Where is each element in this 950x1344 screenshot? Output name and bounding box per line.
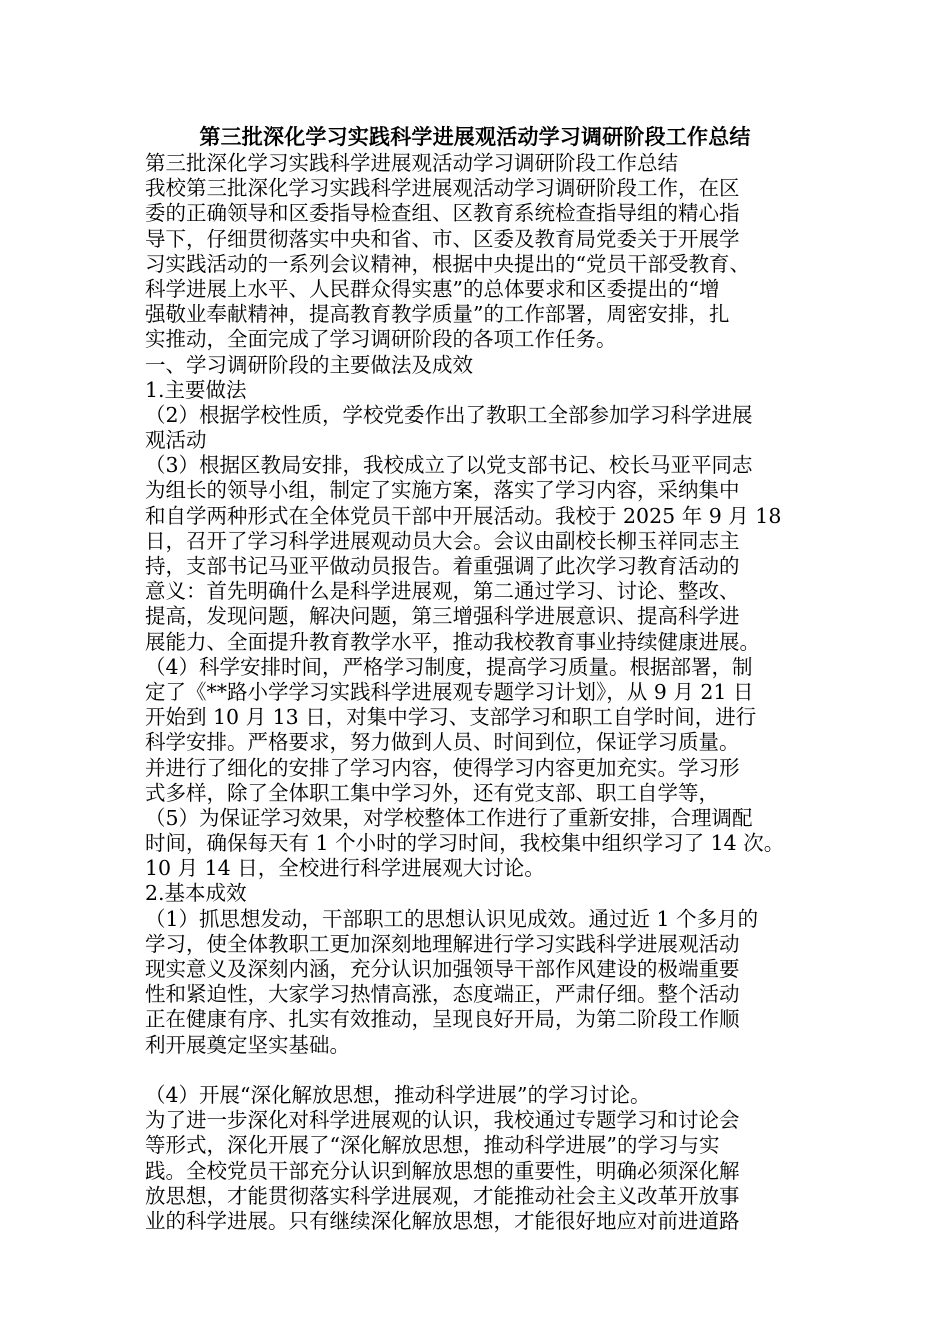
subtitle-line: 第三批深化学习实践科学进展观活动学习调研阶段工作总结: [145, 151, 678, 175]
paragraph-line: 利开展奠定坚实基础。: [145, 1032, 350, 1057]
paragraph-line: 观活动: [145, 428, 207, 453]
paragraph-line: 习实践活动的一系列会议精神，根据中央提出的“党员干部受教育、: [145, 251, 750, 276]
paragraph-line: 科学进展上水平、人民群众得实惠”的总体要求和区委提出的“增: [145, 276, 720, 301]
paragraph-line: 并进行了细化的安排了学习内容，使得学习内容更加充实。学习形: [145, 755, 740, 780]
paragraph-line: 10 月 14 日，全校进行科学进展观大讨论。: [145, 856, 545, 881]
paragraph-line: 践。全校党员干部充分认识到解放思想的重要性，明确必须深化解: [145, 1158, 740, 1183]
paragraph-line: 导下，仔细贯彻落实中央和省、市、区委及教育局党委关于开展学: [145, 226, 740, 251]
paragraph-line: 意义：首先明确什么是科学进展观，第二通过学习、讨论、整改、: [145, 579, 740, 604]
paragraph-line: 正在健康有序、扎实有效推动，呈现良好开局，为第二阶段工作顺: [145, 1007, 740, 1032]
document-title: 第三批深化学习实践科学进展观活动学习调研阶段工作总结: [199, 125, 751, 149]
paragraph-line: 定了《**路小学学习实践科学进展观专题学习计划》，从 9 月 21 日: [145, 679, 754, 704]
paragraph-line: （1）抓思想发动，干部职工的思想认识见成效。通过近 1 个多月的: [145, 906, 759, 931]
paragraph-line: （4）科学安排时间，严格学习制度，提高学习质量。根据部署，制: [145, 654, 753, 679]
paragraph-line: 和自学两种形式在全体党员干部中开展活动。我校于 2025 年 9 月 18: [145, 503, 782, 528]
paragraph-line: 开始到 10 月 13 日，对集中学习、支部学习和职工自学时间，进行: [145, 705, 757, 730]
section-heading: 一、学习调研阶段的主要做法及成效: [145, 352, 473, 377]
paragraph-line: 为了进一步深化对科学进展观的认识，我校通过专题学习和讨论会: [145, 1108, 740, 1133]
paragraph-line: 现实意义及深刻内涵，充分认识加强领导干部作风建设的极端重要: [145, 957, 740, 981]
paragraph-line: 等形式，深化开展了“深化解放思想，推动科学进展”的学习与实: [145, 1133, 720, 1158]
paragraph-line: 强敬业奉献精神，提高教育教学质量”的工作部署，周密安排，扎: [145, 302, 730, 327]
paragraph-line: 展能力、全面提升教育教学水平，推动我校教育事业持续健康进展。: [145, 629, 760, 654]
paragraph-line: 为组长的领导小组，制定了实施方案，落实了学习内容，采纳集中: [145, 478, 740, 503]
paragraph-line: 科学安排。严格要求，努力做到人员、时间到位，保证学习质量。: [145, 730, 740, 755]
paragraph-line: 性和紧迫性，大家学习热情高涨，态度端正，严肃仔细。整个活动: [145, 982, 740, 1007]
paragraph-line: 放思想，才能贯彻落实科学进展观，才能推动社会主义改革开放事: [145, 1183, 740, 1208]
paragraph-line: 持，支部书记马亚平做动员报告。着重强调了此次学习教育活动的: [145, 554, 740, 578]
paragraph-line: 日，召开了学习科学进展观动员大会。会议由副校长柳玉祥同志主: [145, 528, 740, 553]
paragraph-line: （5）为保证学习效果，对学校整体工作进行了重新安排，合理调配: [145, 805, 753, 830]
paragraph-line: 我校第三批深化学习实践科学进展观活动学习调研阶段工作，在区: [145, 176, 740, 201]
paragraph-line: 学习，使全体教职工更加深刻地理解进行学习实践科学进展观活动: [145, 931, 740, 956]
paragraph-line: 提高，发现问题，解决问题，第三增强科学进展意识、提高科学进: [145, 604, 740, 629]
paragraph-line: 式多样，除了全体职工集中学习外，还有党支部、职工自学等，: [145, 780, 719, 805]
paragraph-line: （2）根据学校性质，学校党委作出了教职工全部参加学习科学进展: [145, 402, 753, 427]
paragraph-line: 委的正确领导和区委指导检查组、区教育系统检查指导组的精心指: [145, 201, 740, 226]
blank-line: [145, 1058, 813, 1083]
paragraph-line: （4）开展“深化解放思想，推动科学进展”的学习讨论。: [145, 1082, 651, 1107]
paragraph-line: 实推动，全面完成了学习调研阶段的各项工作任务。: [145, 327, 617, 352]
paragraph-line: （3）根据区教局安排，我校成立了以党支部书记、校长马亚平同志: [145, 453, 753, 478]
subsection-heading: 2.基本成效: [145, 881, 247, 906]
subsection-heading: 1.主要做法: [145, 377, 247, 402]
paragraph-line: 业的科学进展。只有继续深化解放思想，才能很好地应对前进道路: [145, 1208, 740, 1233]
document-body: [145, 151, 813, 1234]
paragraph-line: 时间，确保每天有 1 个小时的学习时间，我校集中组织学习了 14 次。: [145, 831, 785, 856]
